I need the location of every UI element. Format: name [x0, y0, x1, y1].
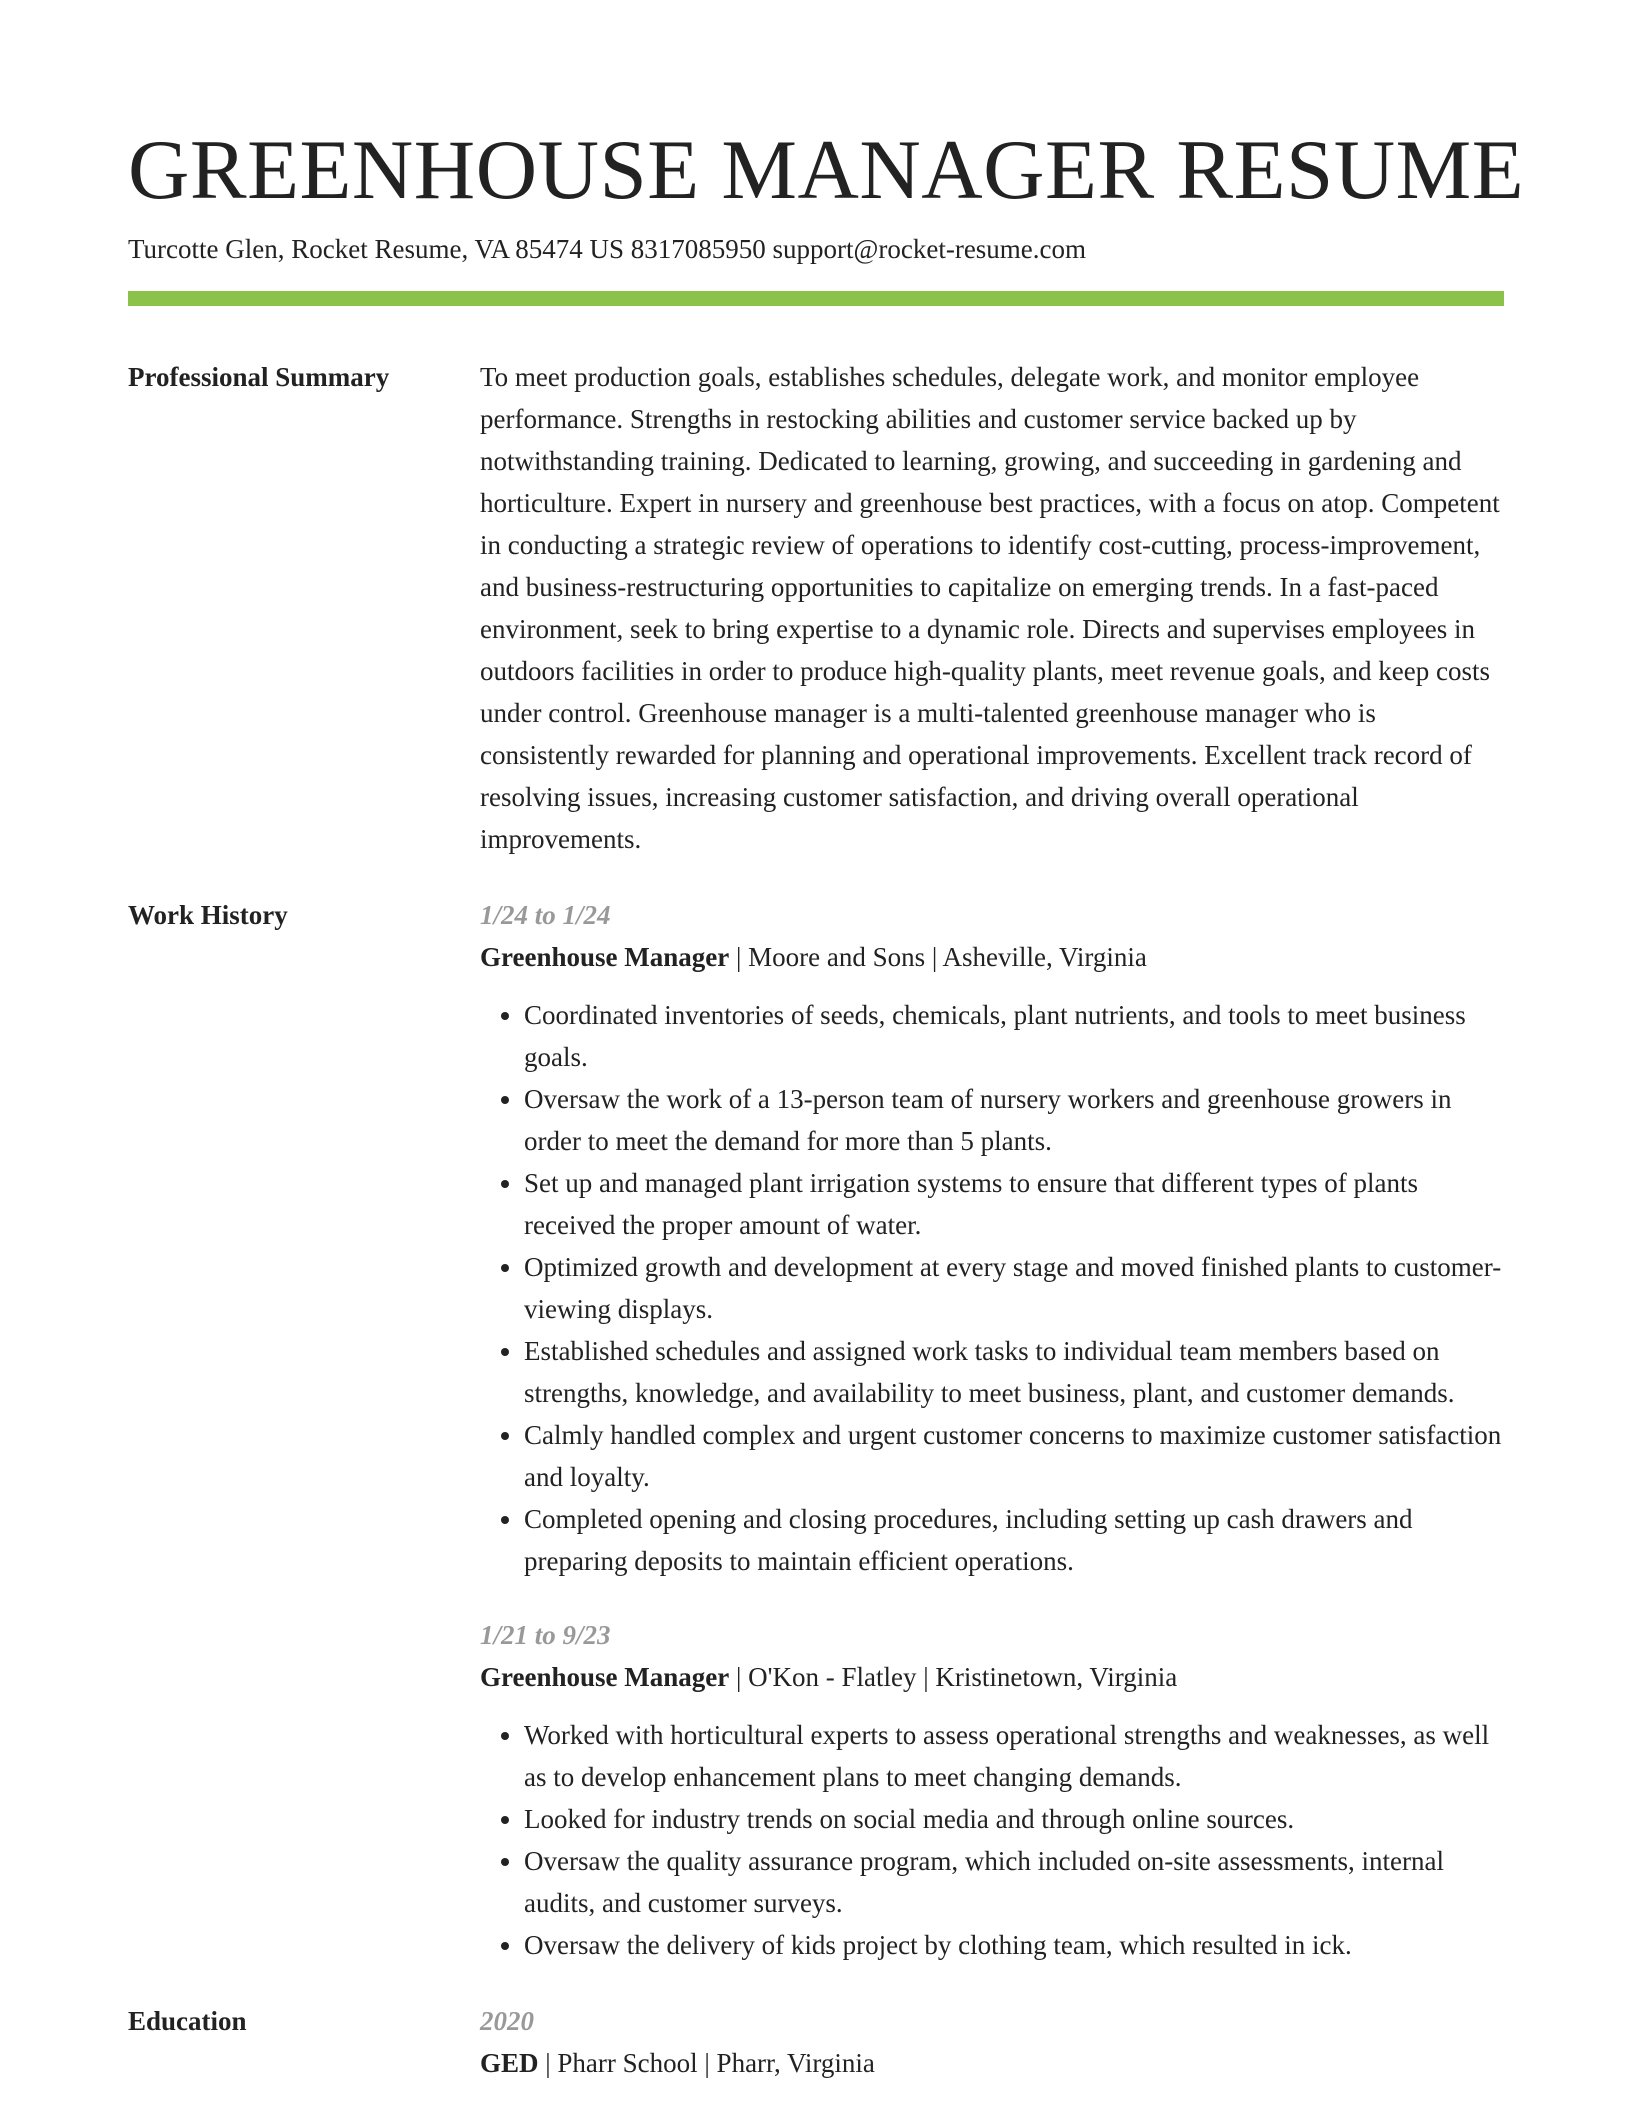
resume-page — [128, 0, 1525, 2084]
job-title: Greenhouse Manager — [480, 942, 730, 972]
job-bullet: • Completed opening and closing procedures, including setting up cash drawers and preparing deposits to maintain efficient operations. — [524, 1498, 1504, 1582]
job-entry — [480, 894, 1504, 1582]
job-heading — [480, 1656, 1504, 1698]
education-dates: 2020 — [480, 2006, 534, 2036]
education-section — [128, 2000, 1504, 2084]
job-bullet-list — [480, 1714, 1504, 1966]
job-employer-location: | Moore and Sons | Asheville, Virginia — [729, 942, 1147, 972]
contact-line: Turcotte Glen, Rocket Resume, VA 85474 US 8317085950 support@rocket-resume.com — [128, 234, 1087, 264]
education-body — [480, 2000, 1504, 2084]
section-label-education: Education — [128, 2006, 247, 2036]
work-body — [480, 894, 1504, 1966]
job-bullet: • Oversaw the delivery of kids project by clothing team, which resulted in ick. — [524, 1924, 1504, 1966]
work-history-section — [128, 894, 1504, 1966]
job-bullet: • Oversaw the work of a 13-person team of nursery workers and greenhouse growers in order to meet the demand for more than 5 plants. — [524, 1078, 1504, 1162]
job-bullet: • Coordinated inventories of seeds, chemicals, plant nutrients, and tools to meet business goals. — [524, 994, 1504, 1078]
job-bullet-list — [480, 994, 1504, 1582]
job-dates: 1/21 to 9/23 — [480, 1620, 611, 1650]
education-school-location: | Pharr School | Pharr, Virginia — [538, 2048, 875, 2078]
professional-summary-section — [128, 356, 1504, 860]
section-label-work: Work History — [128, 900, 288, 930]
job-bullet: • Calmly handled complex and urgent customer concerns to maximize customer satisfaction and loyalty. — [524, 1414, 1504, 1498]
job-employer-location: | O'Kon - Flatley | Kristinetown, Virginia — [729, 1662, 1178, 1692]
job-bullet: • Worked with horticultural experts to assess operational strengths and weaknesses, as well as to develop enhancement plans to meet changing demands. — [524, 1714, 1504, 1798]
job-bullet: • Oversaw the quality assurance program, which included on-site assessments, internal audits, and customer surveys. — [524, 1840, 1504, 1924]
job-title: Greenhouse Manager — [480, 1662, 730, 1692]
section-label-summary: Professional Summary — [128, 362, 390, 392]
summary-body — [480, 356, 1504, 860]
job-dates: 1/24 to 1/24 — [480, 900, 611, 930]
summary-text: To meet production goals, establishes schedules, delegate work, and monitor employee performance. Strengths in restocking abilities and customer service backed up by notwithstanding training. Dedicated to learning, growing, and succeeding in gardening and horticulture. Expert in nursery and greenhouse best practices, with a focus on atop. Competent in conducting a strategic review of operations to identify cost-cutting, process-improvement, and business-restructuring opportunities to capitalize on emerging trends. In a fast-paced environment, seek to bring expertise to a dynamic role. Directs and supervises employees in outdoors facilities in order to produce high-quality plants, meet revenue goals, and keep costs under control. Greenhouse manager is a multi-talented greenhouse manager who is consistently rewarded for planning and operational improvements. Excellent track record of resolving issues, increasing customer satisfaction, and driving overall operational improvements. — [480, 362, 1500, 854]
job-bullet: • Set up and managed plant irrigation systems to ensure that different types of plants received the proper amount of water. — [524, 1162, 1504, 1246]
job-bullet: • Established schedules and assigned work tasks to individual team members based on strengths, knowledge, and availability to meet business, plant, and customer demands. — [524, 1330, 1504, 1414]
job-heading — [480, 936, 1504, 978]
education-degree: GED — [480, 2048, 539, 2078]
education-heading — [480, 2042, 1504, 2084]
resume-title: GREENHOUSE MANAGER RESUME — [128, 123, 1525, 217]
job-bullet: • Optimized growth and development at every stage and moved finished plants to customer-viewing displays. — [524, 1246, 1504, 1330]
job-bullet: • Looked for industry trends on social media and through online sources. — [524, 1798, 1504, 1840]
accent-divider — [128, 291, 1504, 306]
job-entry — [480, 1614, 1504, 1966]
